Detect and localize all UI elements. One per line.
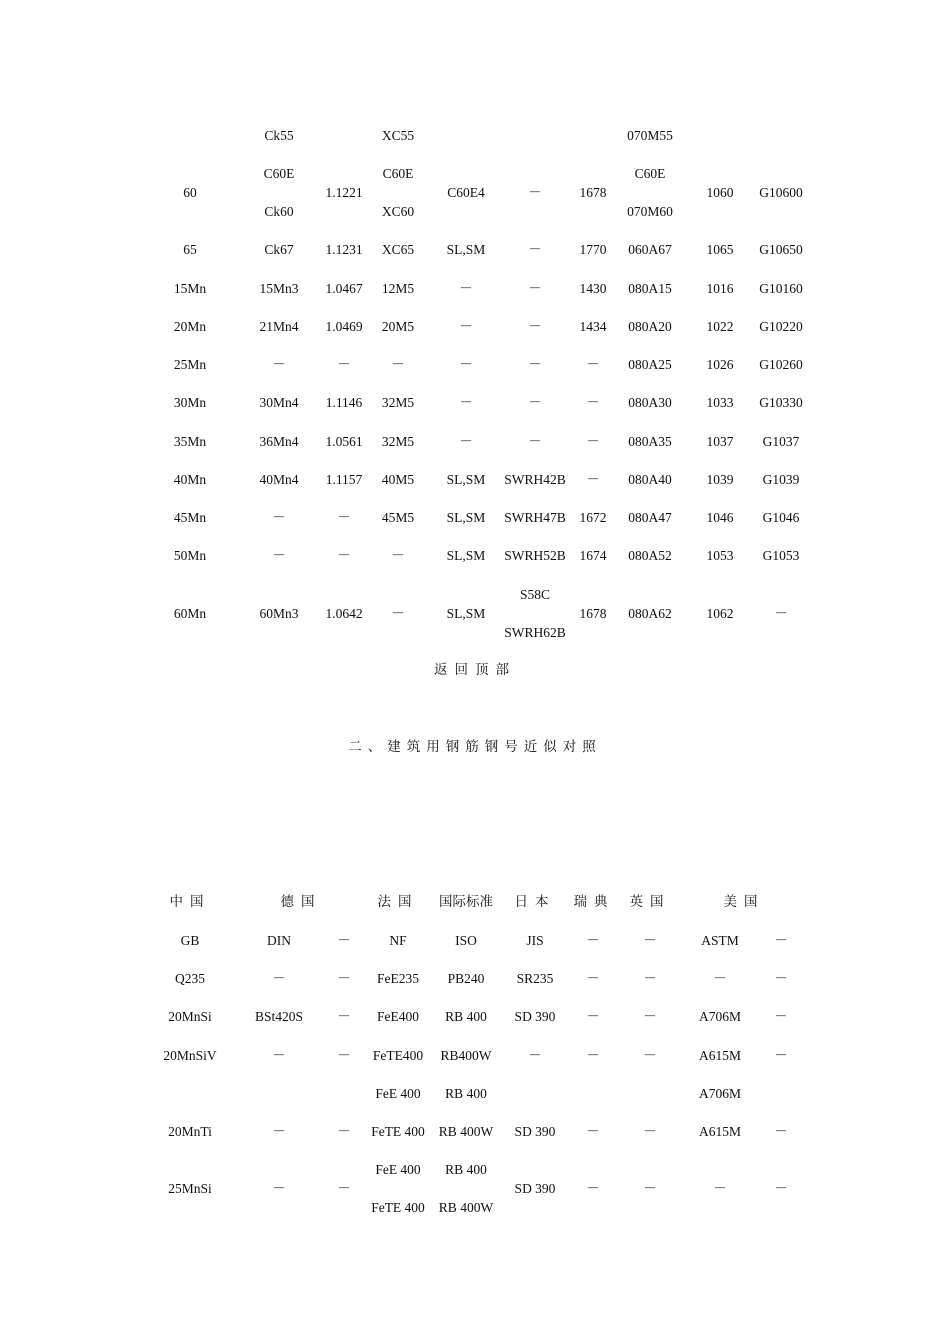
t1-cell: G10160 — [759, 281, 803, 296]
t1-cell: G10260 — [759, 357, 803, 372]
t1-cell: － — [586, 472, 600, 487]
t1-cell: SWRH47B — [504, 510, 566, 525]
t2-cell: － — [586, 933, 600, 948]
t2-cell: － — [337, 1048, 351, 1063]
t1-cell: 1.0642 — [325, 606, 363, 621]
t1-cell: G1046 — [762, 510, 800, 525]
t1-cell: 070M55 — [627, 128, 673, 143]
header-sweden: 瑞典 — [573, 894, 615, 909]
t1-cell: G10220 — [759, 319, 803, 334]
t1-cell: SL,SM — [446, 242, 486, 257]
t1-cell: － — [391, 548, 405, 563]
t2-cell: － — [713, 971, 727, 986]
t2-cell: － — [774, 1048, 788, 1063]
t1-cell: 1016 — [706, 281, 734, 296]
t2-cell: － — [272, 1181, 286, 1196]
t1-cell: G1037 — [762, 434, 800, 449]
t2-cell: Q235 — [175, 971, 205, 986]
t1-cell: 1672 — [579, 510, 607, 525]
t2-cell: － — [586, 1009, 600, 1024]
t1-cell: － — [586, 357, 600, 372]
t2-cell: － — [643, 933, 657, 948]
t2-cell: － — [337, 1124, 351, 1139]
t1-cell: 1039 — [706, 472, 734, 487]
t2-cell: FeE400 — [377, 1009, 419, 1024]
t1-cell: Ck67 — [264, 242, 294, 257]
t2-cell: FeE 400 — [375, 1162, 421, 1177]
t1-cell: － — [528, 319, 542, 334]
t2-cell: BSt420S — [254, 1009, 304, 1024]
t1-cell: 40M5 — [381, 472, 415, 487]
t1-cell: － — [459, 357, 473, 372]
t2-cell: ASTM — [701, 933, 739, 948]
t2-cell: － — [643, 1009, 657, 1024]
t1-cell: 080A62 — [628, 606, 672, 621]
t2-cell: RB 400 — [445, 1009, 487, 1024]
t2-cell: 20MnSi — [168, 1009, 212, 1024]
t2-cell: FeE235 — [377, 971, 419, 986]
t1-cell: － — [528, 185, 542, 200]
t1-cell: 080A35 — [628, 434, 672, 449]
t1-cell: 30Mn — [173, 395, 207, 410]
t2-cell: 25MnSi — [168, 1181, 212, 1196]
header-france: 法国 — [377, 894, 419, 909]
t1-cell: 1053 — [706, 548, 734, 563]
t1-cell: 20M5 — [381, 319, 415, 334]
t1-cell: 65 — [183, 242, 197, 257]
t1-cell: SWRH62B — [504, 625, 566, 640]
t1-cell: 60 — [183, 185, 197, 200]
back-to-top-link[interactable]: 返回顶部 — [434, 662, 516, 677]
header-japan: 日本 — [514, 894, 556, 909]
t1-cell: XC55 — [381, 128, 415, 143]
t1-cell: 20Mn — [173, 319, 207, 334]
header-iso: 国际标准 — [439, 894, 493, 909]
t2-cell: － — [337, 1181, 351, 1196]
t2-cell: － — [272, 1124, 286, 1139]
t2-cell: RB 400 — [445, 1162, 487, 1177]
t1-cell: － — [391, 357, 405, 372]
t1-cell: 45M5 — [381, 510, 415, 525]
t1-cell: － — [459, 281, 473, 296]
header-uk: 英国 — [629, 894, 671, 909]
t1-cell: 1.1221 — [325, 185, 363, 200]
t1-cell: 32M5 — [381, 434, 415, 449]
t2-cell: 20MnTi — [168, 1124, 212, 1139]
t1-cell: SL,SM — [446, 606, 486, 621]
t2-cell: A615M — [698, 1048, 742, 1063]
t1-cell: － — [459, 395, 473, 410]
t2-cell: RB 400 — [445, 1086, 487, 1101]
t1-cell: － — [586, 395, 600, 410]
t1-cell: 080A15 — [628, 281, 672, 296]
t1-cell: 1770 — [579, 242, 607, 257]
t2-cell: － — [774, 1181, 788, 1196]
t1-cell: 080A52 — [628, 548, 672, 563]
t2-cell: － — [713, 1181, 727, 1196]
t1-cell: 15Mn3 — [259, 281, 299, 296]
t1-cell: － — [459, 319, 473, 334]
t1-cell: SL,SM — [446, 472, 486, 487]
t2-cell: SD 390 — [514, 1009, 556, 1024]
t1-cell: － — [586, 434, 600, 449]
t2-cell: － — [643, 1048, 657, 1063]
t2-cell: PB240 — [447, 971, 485, 986]
t1-cell: SWRH52B — [504, 548, 566, 563]
t1-cell: C60E — [382, 166, 414, 181]
t1-cell: 15Mn — [173, 281, 207, 296]
t2-cell: RB 400W — [438, 1200, 494, 1215]
t2-cell: － — [272, 971, 286, 986]
t1-cell: 32M5 — [381, 395, 415, 410]
header-usa: 美国 — [723, 894, 765, 909]
t1-cell: 060A67 — [628, 242, 672, 257]
t1-cell: 35Mn — [173, 434, 207, 449]
t2-cell: SD 390 — [514, 1181, 556, 1196]
t1-cell: － — [528, 395, 542, 410]
t1-cell: － — [528, 434, 542, 449]
t1-cell: － — [337, 548, 351, 563]
t1-cell: G10650 — [759, 242, 803, 257]
t1-cell: － — [459, 434, 473, 449]
t2-cell: FeTE400 — [372, 1048, 424, 1063]
t2-cell: － — [774, 933, 788, 948]
t1-cell: 30Mn4 — [259, 395, 299, 410]
t1-cell: － — [337, 510, 351, 525]
t1-cell: S58C — [519, 587, 551, 602]
t1-cell: 36Mn4 — [259, 434, 299, 449]
t2-cell: DIN — [267, 933, 291, 948]
t2-cell: － — [586, 1048, 600, 1063]
t1-cell: － — [774, 606, 788, 621]
t1-cell: 080A40 — [628, 472, 672, 487]
t1-cell: － — [391, 606, 405, 621]
t1-cell: 1674 — [579, 548, 607, 563]
t1-cell: 1678 — [579, 606, 607, 621]
t1-cell: － — [528, 242, 542, 257]
t1-cell: 1065 — [706, 242, 734, 257]
t1-cell: SL,SM — [446, 548, 486, 563]
t1-cell: － — [272, 357, 286, 372]
t1-cell: C60E — [634, 166, 666, 181]
t2-cell: RB 400W — [438, 1124, 494, 1139]
t2-cell: － — [586, 1181, 600, 1196]
t1-cell: 50Mn — [173, 548, 207, 563]
t1-cell: SL,SM — [446, 510, 486, 525]
t1-cell: － — [528, 357, 542, 372]
t1-cell: 080A25 — [628, 357, 672, 372]
header-china: 中国 — [169, 894, 211, 909]
t2-cell: － — [643, 1124, 657, 1139]
t2-cell: SD 390 — [514, 1124, 556, 1139]
t2-cell: － — [337, 1009, 351, 1024]
t1-cell: 1678 — [579, 185, 607, 200]
t1-cell: G1053 — [762, 548, 800, 563]
t1-cell: C60E4 — [447, 185, 485, 200]
t1-cell: － — [272, 510, 286, 525]
t2-cell: － — [643, 1181, 657, 1196]
t2-cell: GB — [180, 933, 200, 948]
t2-cell: － — [643, 971, 657, 986]
t1-cell: 1430 — [579, 281, 607, 296]
t2-cell: ISO — [455, 933, 477, 948]
t1-cell: G1039 — [762, 472, 800, 487]
section-title-rebar-comparison: 二、建筑用钢筋钢号近似对照 — [348, 739, 602, 754]
t1-cell: G10330 — [759, 395, 803, 410]
t1-cell: － — [272, 548, 286, 563]
t1-cell: 080A47 — [628, 510, 672, 525]
t1-cell: Ck60 — [264, 204, 294, 219]
t1-cell: － — [528, 281, 542, 296]
t1-cell: 21Mn4 — [259, 319, 299, 334]
t1-cell: 1.1231 — [325, 242, 363, 257]
t2-cell: SR235 — [516, 971, 554, 986]
t1-cell: 1046 — [706, 510, 734, 525]
t2-cell: JIS — [526, 933, 544, 948]
t2-cell: － — [337, 933, 351, 948]
t2-cell: － — [586, 1124, 600, 1139]
t2-cell: － — [586, 971, 600, 986]
t1-cell: C60E — [263, 166, 295, 181]
t1-cell: Ck55 — [264, 128, 294, 143]
t1-cell: XC65 — [381, 242, 415, 257]
t1-cell: 1.1157 — [325, 472, 363, 487]
t1-cell: 070M60 — [627, 204, 673, 219]
t1-cell: 25Mn — [173, 357, 207, 372]
t1-cell: 60Mn — [173, 606, 207, 621]
t1-cell: 1060 — [706, 185, 734, 200]
t2-cell: － — [774, 1009, 788, 1024]
t2-cell: RB400W — [440, 1048, 492, 1063]
t1-cell: 1037 — [706, 434, 734, 449]
t1-cell: 40Mn — [173, 472, 207, 487]
t1-cell: SWRH42B — [504, 472, 566, 487]
t1-cell: 1022 — [706, 319, 734, 334]
t2-cell: － — [337, 971, 351, 986]
t1-cell: 1033 — [706, 395, 734, 410]
t2-cell: FeE 400 — [375, 1086, 421, 1101]
t2-cell: A706M — [698, 1009, 742, 1024]
t1-cell: 40Mn4 — [259, 472, 299, 487]
t1-cell: XC60 — [381, 204, 415, 219]
t1-cell: 1.0469 — [325, 319, 363, 334]
t2-cell: FeTE 400 — [371, 1200, 425, 1215]
t2-cell: － — [774, 1124, 788, 1139]
t1-cell: 12M5 — [381, 281, 415, 296]
t1-cell: 60Mn3 — [259, 606, 299, 621]
t1-cell: 1.0467 — [325, 281, 363, 296]
t2-cell: － — [774, 971, 788, 986]
t2-cell: A615M — [698, 1124, 742, 1139]
t2-cell: NF — [389, 933, 407, 948]
t1-cell: 080A30 — [628, 395, 672, 410]
t1-cell: 1.0561 — [325, 434, 363, 449]
t1-cell: 1.1146 — [325, 395, 363, 410]
t2-cell: A706M — [698, 1086, 742, 1101]
t2-cell: － — [272, 1048, 286, 1063]
t2-cell: FeTE 400 — [371, 1124, 425, 1139]
t1-cell: 1026 — [706, 357, 734, 372]
t2-cell: － — [528, 1048, 542, 1063]
t1-cell: 1062 — [706, 606, 734, 621]
t1-cell: 080A20 — [628, 319, 672, 334]
t1-cell: 45Mn — [173, 510, 207, 525]
t1-cell: G10600 — [759, 185, 803, 200]
t2-cell: 20MnSiV — [163, 1048, 217, 1063]
t1-cell: 1434 — [579, 319, 607, 334]
header-germany: 德国 — [280, 894, 322, 909]
t1-cell: － — [337, 357, 351, 372]
